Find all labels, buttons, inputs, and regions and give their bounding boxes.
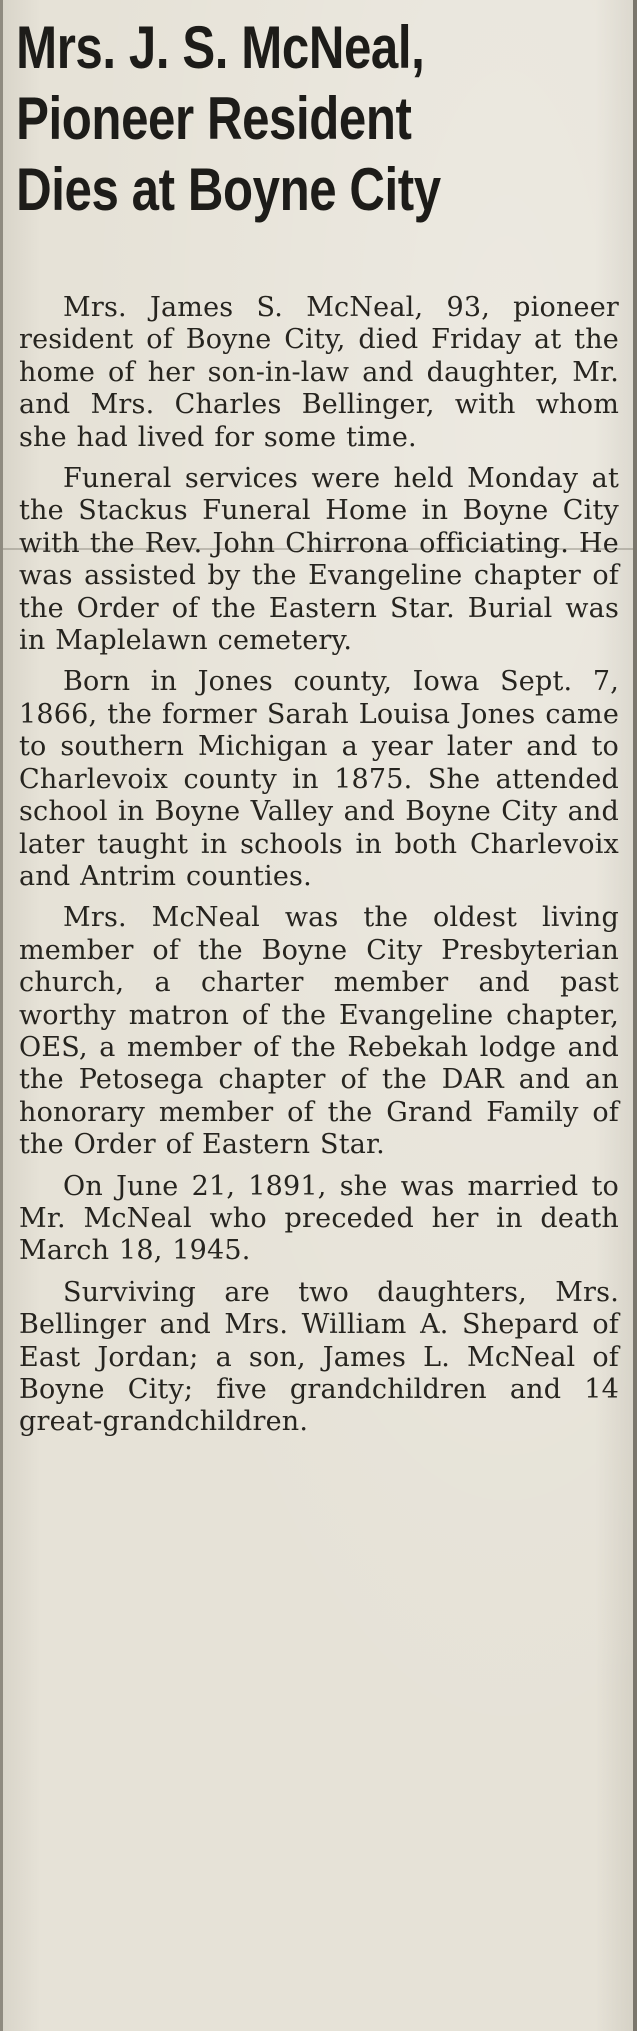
paragraph-biography: Born in Jones county, Iowa Sept. 7, 1866, the former Sarah Louisa Jones came to southern Michigan a year later and to Charlevoix county in 1875. She attended school in Boyne Valley and Boyne City and later taught in schools in both Charlevoix and Antrim counties. bbox=[19, 666, 619, 892]
paragraph-survivors: Surviving are two daughters, Mrs. Bellinger and Mrs. William A. Shepard of East Jordan; a son, James L. McNeal of Boyne City; five grandchildren and 14 great-grandchildren. bbox=[19, 1276, 619, 1438]
headline-line-3: Dies at Boyne City bbox=[16, 156, 441, 223]
article-body bbox=[19, 292, 619, 1448]
paragraph-funeral-services: Funeral services were held Monday at the Stackus Funeral Home in Boyne City with the Rev. John Chirrona officiating. He was assisted by the Evangeline chapter of the Order of the Eastern Star. Burial was in Maplelawn cemetery. bbox=[19, 463, 619, 657]
headline bbox=[3, 0, 615, 225]
paragraph-memberships: Mrs. McNeal was the oldest living member of the Boyne City Presbyterian church, a charter member and past worthy matron of the Evangeline chapter, OES, a member of the Rebekah lodge and the Petosega chapter of the DAR and an honorary member of the Grand Family of the Order of Eastern Star. bbox=[19, 902, 619, 1161]
headline-line-1: Mrs. J. S. McNeal, bbox=[16, 14, 425, 81]
headline-line-2: Pioneer Resident bbox=[16, 85, 412, 152]
paragraph-death-notice: Mrs. James S. McNeal, 93, pioneer resident of Boyne City, died Friday at the home of her son-in-law and daughter, Mr. and Mrs. Charles Bellinger, with whom she had lived for some time. bbox=[19, 292, 619, 453]
paragraph-marriage: On June 21, 1891, she was married to Mr. McNeal who preceded her in death March 18, 1945. bbox=[19, 1170, 619, 1267]
